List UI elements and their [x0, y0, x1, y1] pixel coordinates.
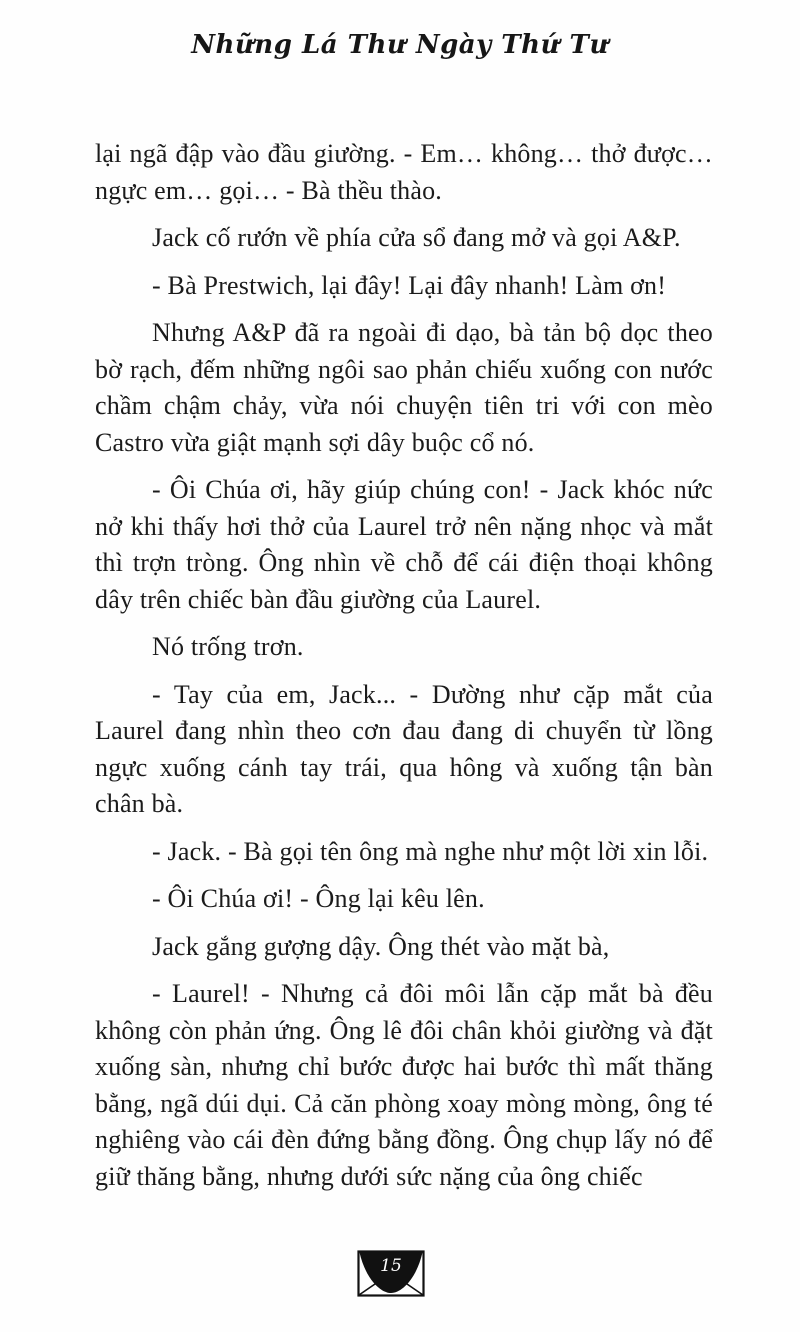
paragraph: - Laurel! - Nhưng cả đôi môi lẫn cặp mắt bà đều không còn phản ứng. Ông lê đôi chân khỏi giường và đặt xuống sàn, nhưng chỉ bước được hai bước thì mất thăng bằng, ngã dúi dụi. Cả căn phòng xoay mòng mòng, ông té nghiêng vào cái đèn đứng bằng đồng. Ông chụp lấy nó để giữ thăng bằng, nhưng dưới sức nặng của ông chiếc [95, 979, 713, 1191]
paragraph: - Ôi Chúa ơi! - Ông lại kêu lên. [152, 884, 485, 913]
paragraph: lại ngã đập vào đầu giường. - Em… không… thở được… ngực em… gọi… - Bà thều thào. [95, 139, 713, 205]
paragraph: - Tay của em, Jack... - Dường như cặp mắt của Laurel đang nhìn theo cơn đau đang di chuyển từ lồng ngực xuống cánh tay trái, qua hông và xuống tận bàn chân bà. [95, 679, 713, 818]
paragraph: Nó trống trơn. [152, 632, 304, 661]
body-text [95, 136, 713, 1206]
paragraph: Jack gắng gượng dậy. Ông thét vào mặt bà, [152, 931, 610, 961]
paragraph: Nhưng A&P đã ra ngoài đi dạo, bà tản bộ dọc theo bờ rạch, đếm những ngôi sao phản chiếu xuống con nước chầm chậm chảy, vừa nói chuyện tiên tri với con mèo Castro vừa giật mạnh sợi dây buộc cổ nó. [95, 318, 713, 457]
page-number-badge [357, 1250, 425, 1297]
page-number: 15 [380, 1256, 402, 1276]
paragraph: - Bà Prestwich, lại đây! Lại đây nhanh! Làm ơn! [152, 270, 667, 300]
running-head: Những Lá Thư Ngày Thứ Tư [191, 30, 609, 60]
paragraph: - Jack. - Bà gọi tên ông mà nghe như một lời xin lỗi. [152, 836, 709, 866]
paragraph: Jack cố rướn về phía cửa sổ đang mở và gọi A&P. [152, 223, 681, 252]
paragraph: - Ôi Chúa ơi, hãy giúp chúng con! - Jack khóc nức nở khi thấy hơi thở của Laurel trở nên nặng nhọc và mắt thì trợn tròng. Ông nhìn về chỗ để cái điện thoại không dây trên chiếc bàn đầu giường của Laurel. [95, 475, 713, 614]
envelope-icon [357, 1250, 425, 1297]
